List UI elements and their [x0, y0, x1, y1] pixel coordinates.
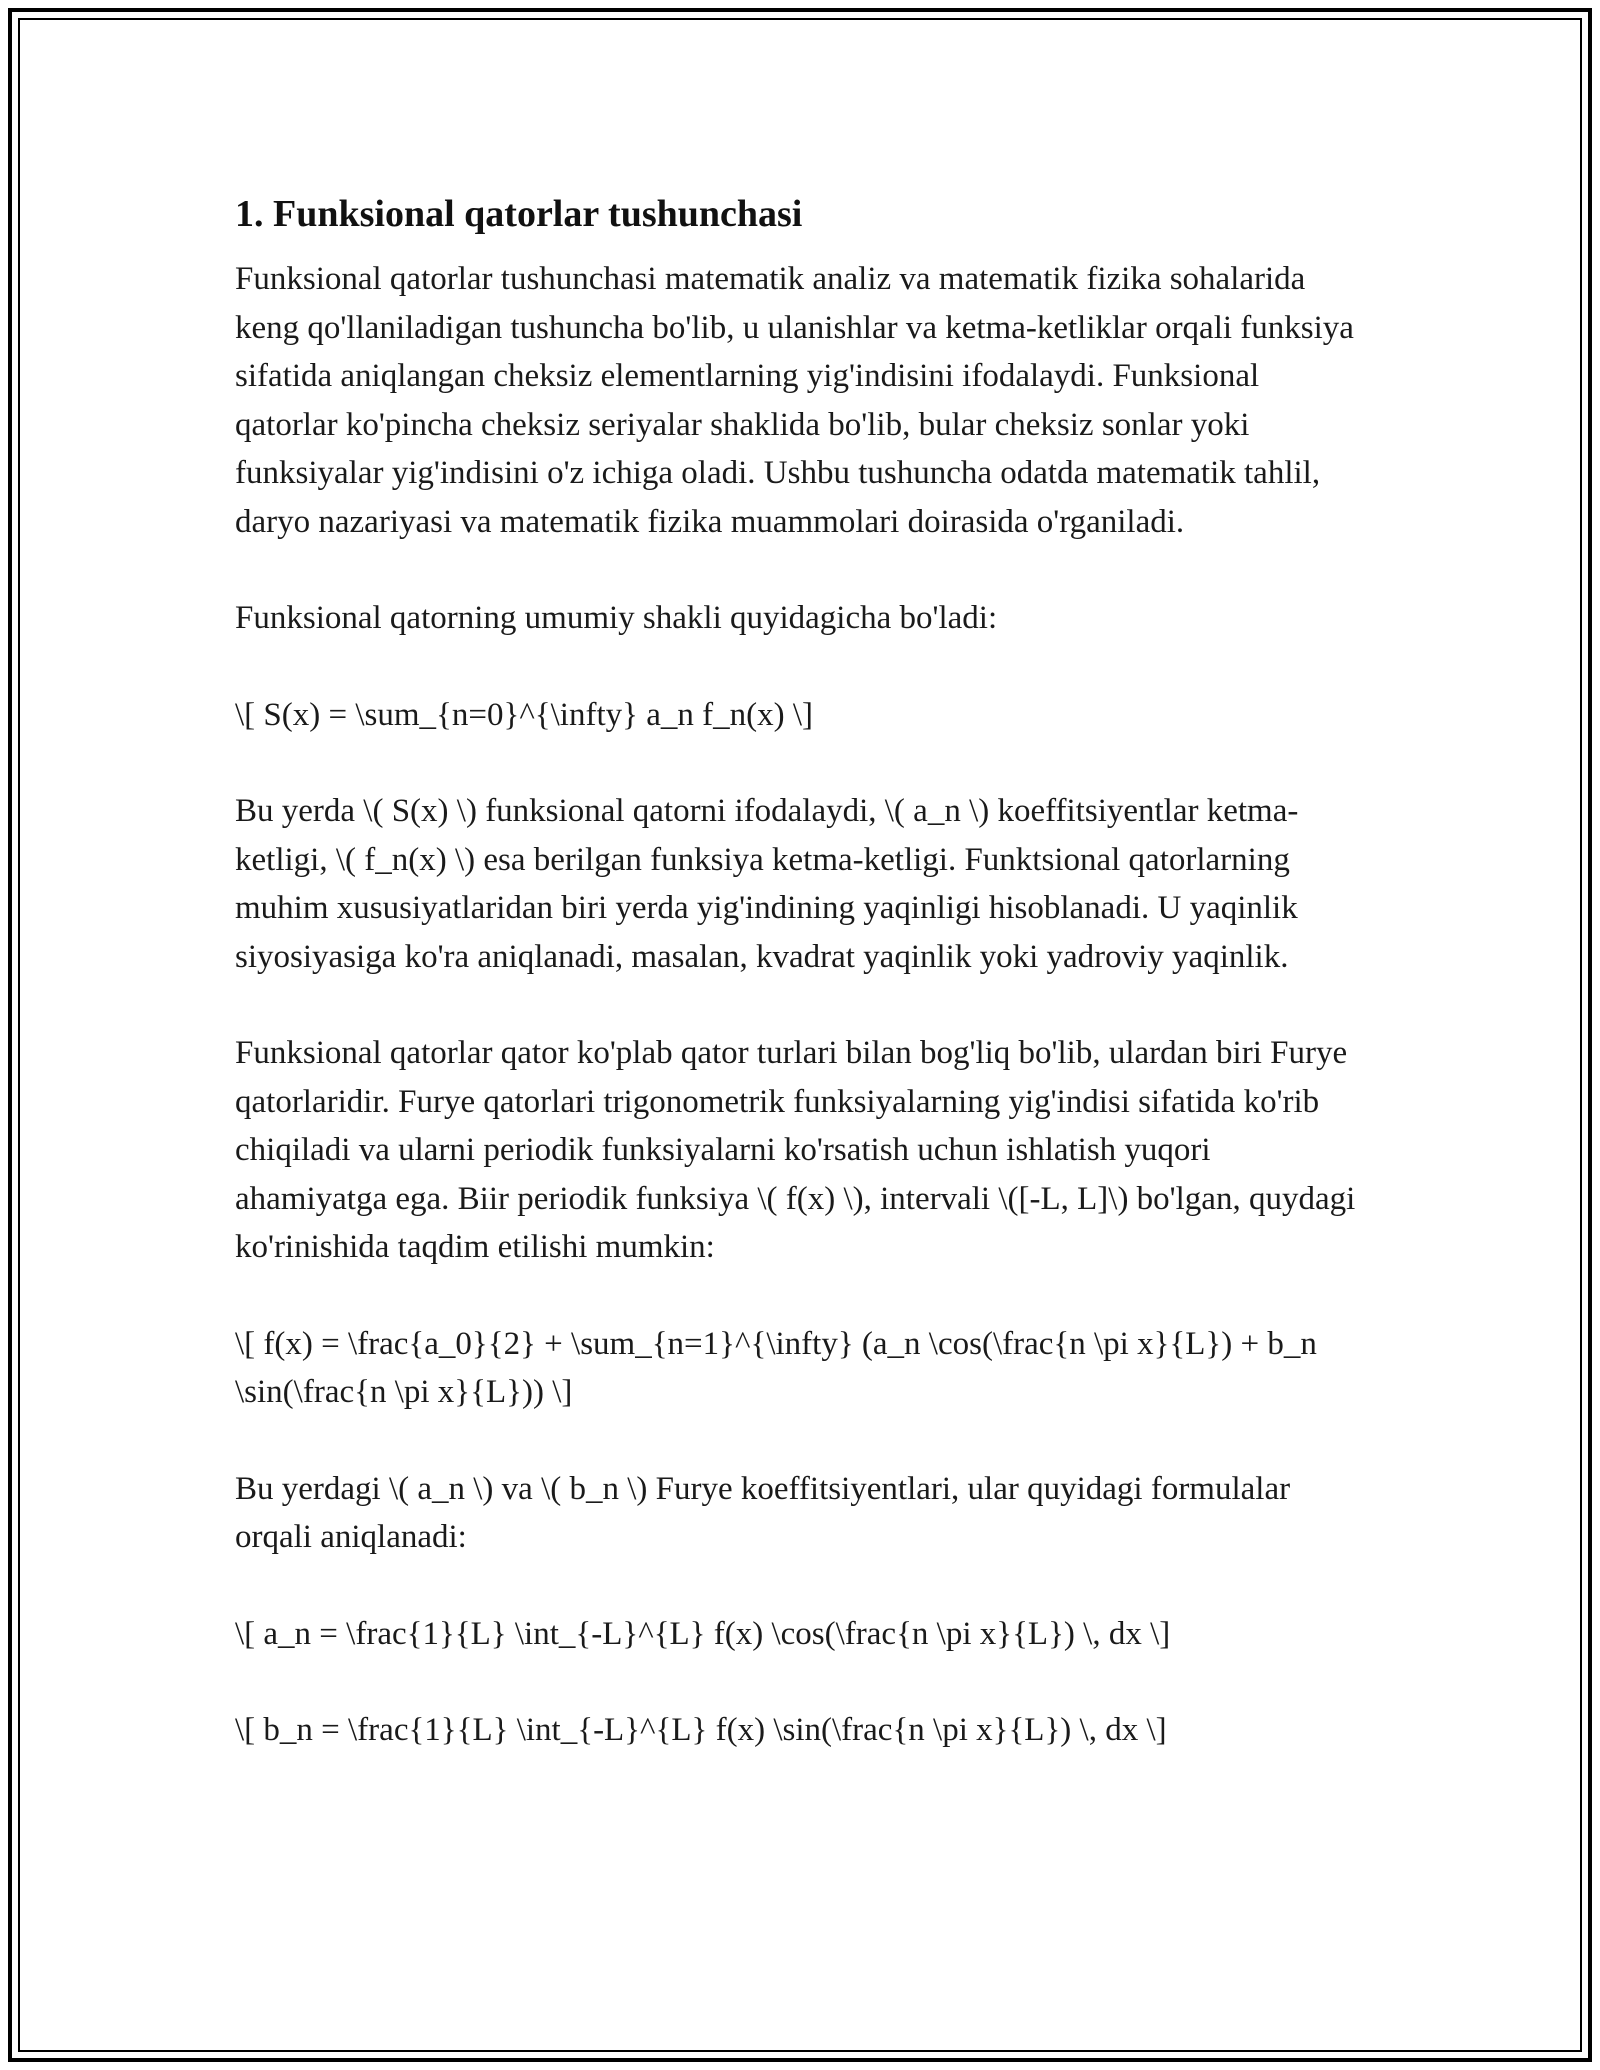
coefficients-paragraph: Bu yerdagi \( a_n \) va \( b_n \) Furye koeffitsiyentlari, ular quyidagi formulalar orqali aniqlanadi:: [235, 1470, 1291, 1555]
intro-paragraph: Funksional qatorlar tushunchasi matematik analiz va matematik fizika sohalarida keng qo'llaniladigan tushuncha bo'lib, u ulanishlar va ketma-ketliklar orqali funksiya sifatida aniqlangan cheksiz elementlarning yig'indisini ifodalaydi. Funksional qatorlar ko'pincha cheksiz seriyalar shaklida bo'lib, bular cheksiz sonlar yoki funksiyalar yig'indisini o'z ichiga oladi. Ushbu tushuncha odatda matematik tahlil, daryo nazariyasi va matematik fizika muammolari doirasida o'rganiladi.: [235, 261, 1354, 540]
document-body: [235, 185, 1365, 1803]
general-form-paragraph: Funksional qatorning umumiy shakli quyidagicha bo'ladi:: [235, 600, 998, 636]
explanation-paragraph: Bu yerda \( S(x) \) funksional qatorni ifodalaydi, \( a_n \) koeffitsiyentlar ketma-ketligi, \( f_n(x) \) esa berilgan funksiya ketma-ketligi. Funktsional qatorlarning muhim xususiyatlaridan biri yerda yig'indining yaqinligi hisoblanadi. U yaqinlik siyosiyasiga ko'ra aniqlanadi, masalan, kvadrat yaqinlik yoki yadroviy yaqinlik.: [235, 793, 1299, 975]
bn-formula: \[ b_n = \frac{1}{L} \int_{-L}^{L} f(x) \sin(\frac{n \pi x}{L}) \, dx \]: [235, 1712, 1167, 1748]
an-formula: \[ a_n = \frac{1}{L} \int_{-L}^{L} f(x) \cos(\frac{n \pi x}{L}) \, dx \]: [235, 1615, 1171, 1652]
series-formula: \[ S(x) = \sum_{n=0}^{\infty} a_n f_n(x) \]: [235, 696, 813, 733]
fourier-series-formula: \[ f(x) = \frac{a_0}{2} + \sum_{n=1}^{\infty} (a_n \cos(\frac{n \pi x}{L}) + b_n \sin(\frac{n \pi x}{L})) \]: [235, 1325, 1317, 1410]
section-title: 1. Funksional qatorlar tushunchasi: [235, 193, 803, 235]
fourier-paragraph: Funksional qatorlar qator ko'plab qator turlari bilan bog'liq bo'lib, ulardan biri Furye qatorlaridir. Furye qatorlari trigonometrik funksiyalarning yig'indisi sifatida ko'rib chiqiladi va ularni periodik funksiyalarni ko'rsatish uchun ishlatish yuqori ahamiyatga ega. Biir periodik funksiya \( f(x) \), intervali \([-L, L]\) bo'lgan, quydagi ko'rinishida taqdim etilishi mumkin:: [235, 1035, 1356, 1265]
